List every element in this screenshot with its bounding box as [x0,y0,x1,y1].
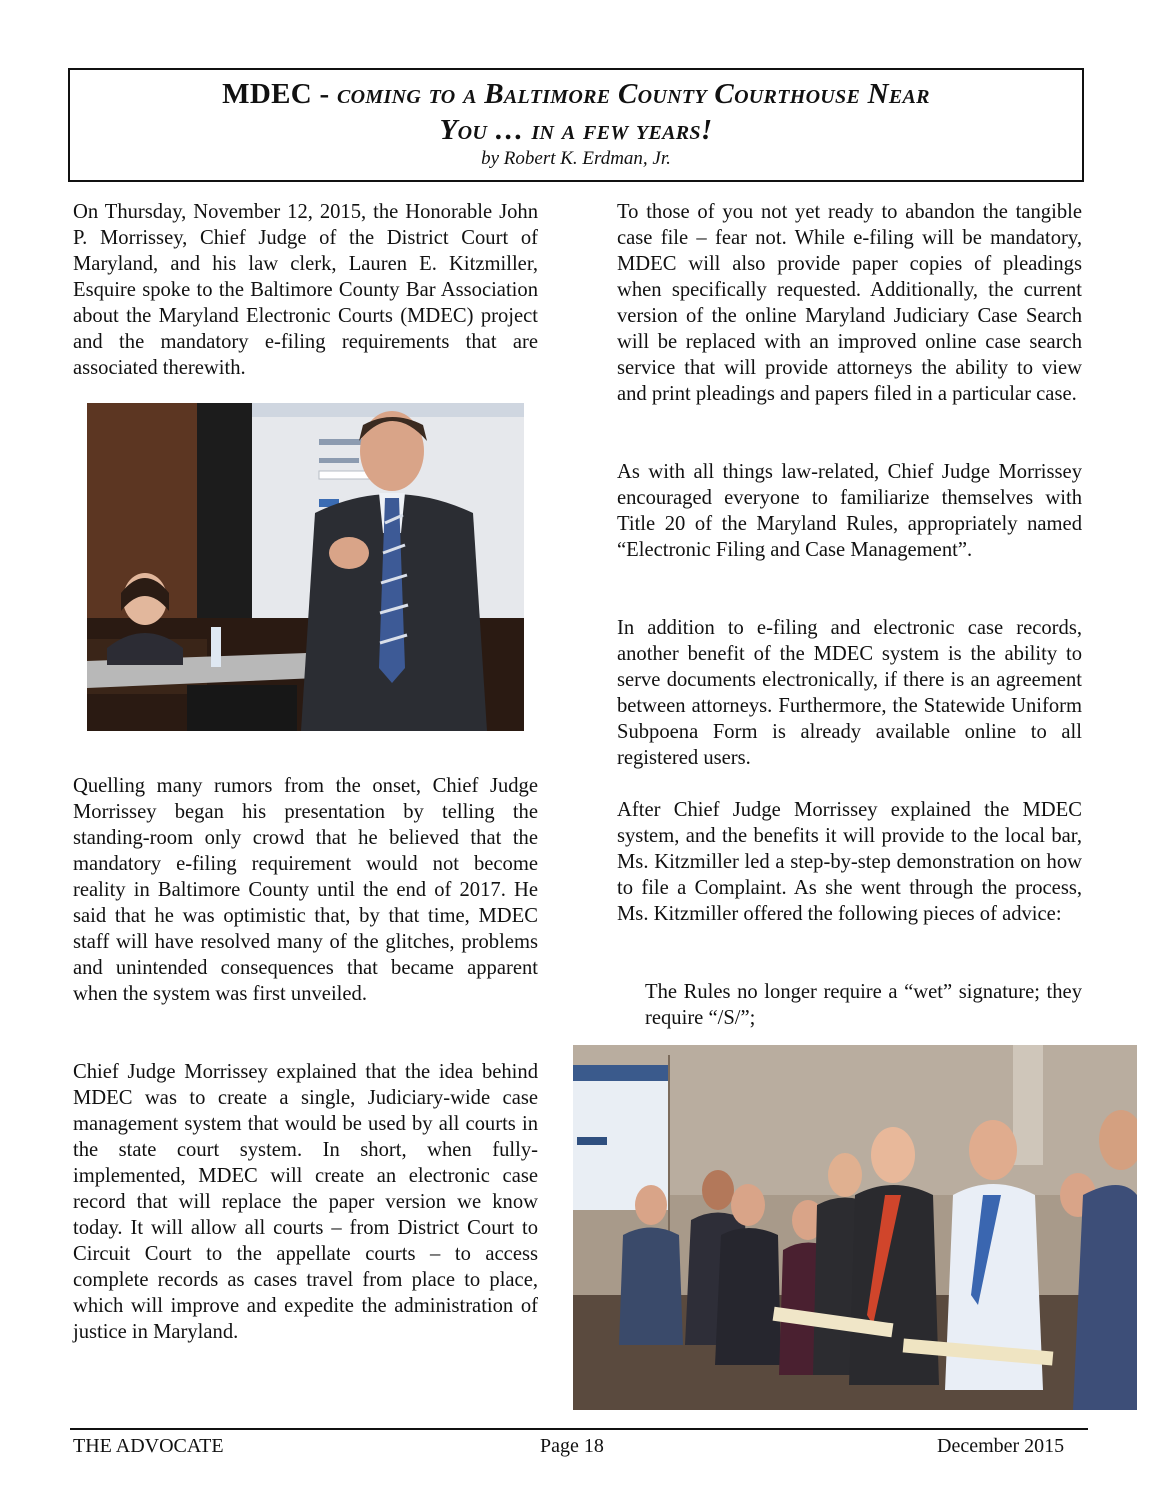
photo-audience-illustration [573,1045,1137,1410]
photo-presenter [87,403,524,731]
article-title-line-2 [70,112,1082,148]
right-paragraph-3 [617,615,1082,771]
left-paragraph-3-text: Chief Judge Morrissey explained that the idea behind MDEC was to create a single, Judiciary-wide case management system that would be used by all courts in the state court system. In short, when fully-implemented, MDEC will create an electronic case record that will replace the paper version we know today. It will allow all courts – from District Court to Circuit Court to the appellate courts – to access complete records as cases travel from place to place, which will improve and expedite the administration of justice in Maryland. [73,1061,538,1343]
right-paragraph-1 [617,199,1082,407]
title-prefix: MDEC - [222,78,330,110]
advice-quote [645,979,1082,1031]
article-title-box [68,68,1084,182]
left-paragraph-2 [73,773,538,1007]
footer-rule [70,1428,1088,1430]
left-paragraph-2-text: Quelling many rumors from the onset, Chief Judge Morrissey began his presentation by telling the standing-room only crowd that he believed that the mandatory e-filing requirement would not become reality in Baltimore County until the end of 2017. He said that he was optimistic that, by that time, MDEC staff will have resolved many of the glitches, problems and unintended consequences that became apparent when the system was first unveiled. [73,775,538,1005]
article-title-line-1 [70,76,1082,112]
right-paragraph-2 [617,459,1082,563]
advice-quote-text: The Rules no longer require a “wet” signature; they require “/S/”; [645,981,1082,1029]
byline: by Robert K. Erdman, Jr. [481,148,671,169]
footer-date: December 2015 [937,1435,1065,1457]
photo-audience [573,1045,1137,1410]
right-paragraph-4-text: After Chief Judge Morrissey explained the MDEC system, and the benefits it will provide to the local bar, Ms. Kitzmiller led a step-by-step demonstration on how to file a Complaint. As she went through the process, Ms. Kitzmiller offered the following pieces of advice: [617,799,1082,925]
footer-publication: THE ADVOCATE [73,1435,224,1457]
right-paragraph-4 [617,797,1082,927]
title-rest-1: coming to a Baltimore County Courthouse Near [337,78,930,110]
left-paragraph-1 [73,199,538,381]
right-paragraph-2-text: As with all things law-related, Chief Judge Morrissey encouraged everyone to familiarize themselves with Title 20 of the Maryland Rules, appropriately named “Electronic Filing and Case Management”. [617,461,1082,561]
photo-presenter-illustration [87,403,524,731]
right-paragraph-3-text: In addition to e-filing and electronic case records, another benefit of the MDEC system is the ability to serve documents electronically, if there is an agreement between attorneys. Furthermore, the Statewide Uniform Subpoena Form is already available online to all registered users. [617,617,1082,769]
title-rest-2: You … in a few years! [439,114,713,146]
right-paragraph-1-text: To those of you not yet ready to abandon the tangible case file – fear not. While e-filing will be mandatory, MDEC will also provide paper copies of pleadings when specifically requested. Additionally, the current version of the online Maryland Judiciary Case Search will be replaced with an improved online case search service that will provide attorneys the ability to view and print pleadings and papers filed in a particular case. [617,201,1082,405]
footer-page-number: Page 18 [540,1435,604,1457]
left-paragraph-3 [73,1059,538,1345]
left-paragraph-1-text: On Thursday, November 12, 2015, the Honorable John P. Morrissey, Chief Judge of the District Court of Maryland, and his law clerk, Lauren E. Kitzmiller, Esquire spoke to the Baltimore County Bar Association about the Maryland Electronic Courts (MDEC) project and the mandatory e-filing requirements that are associated therewith. [73,201,538,379]
